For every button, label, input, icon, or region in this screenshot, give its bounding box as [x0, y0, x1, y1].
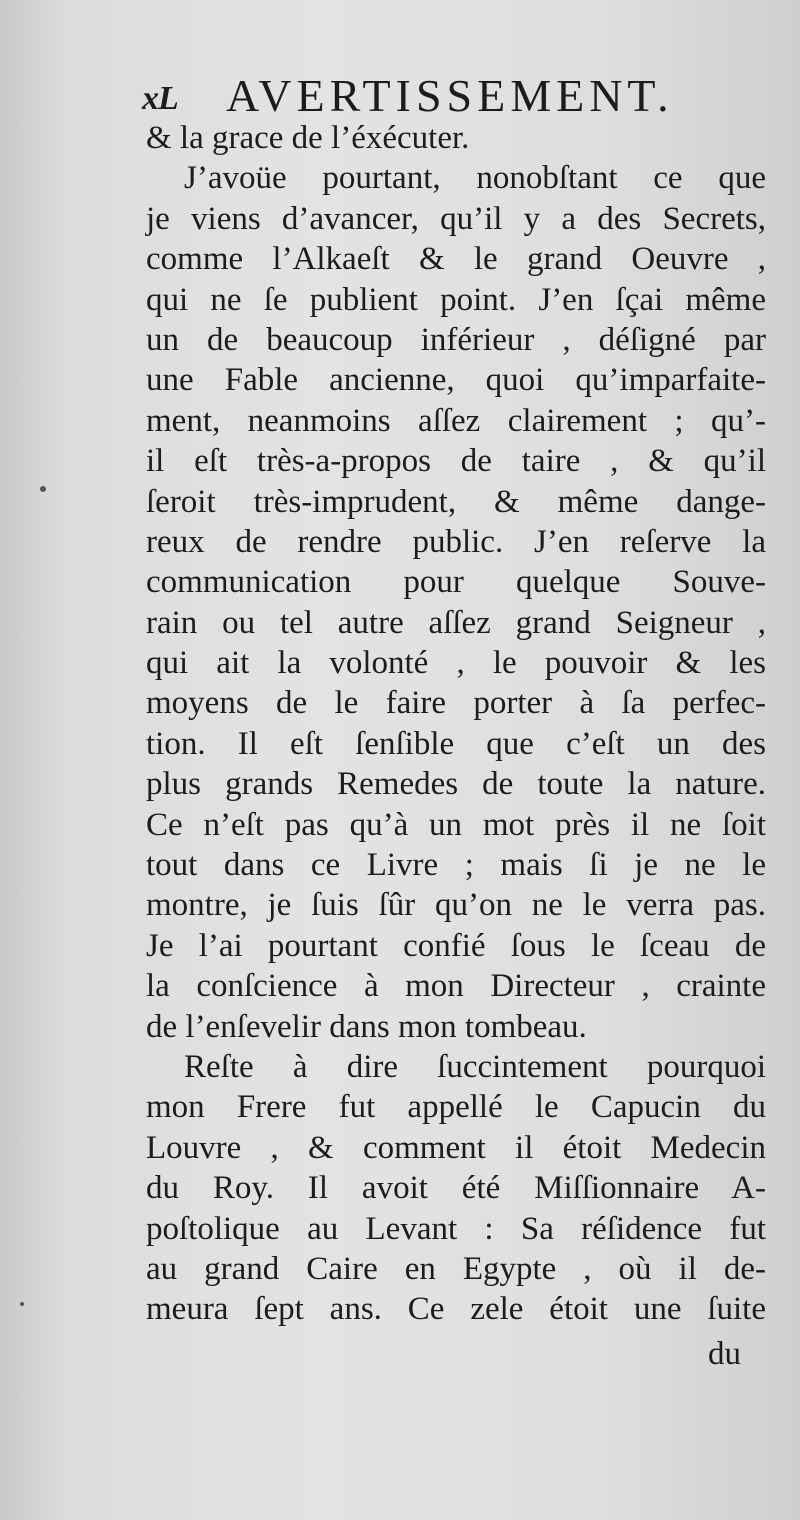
- text-line: poſtolique au Levant : Sa réſidence fut: [146, 1210, 766, 1247]
- text-line: ſeroit très-imprudent, & même dange-: [146, 483, 766, 520]
- text-line: mon Frere fut appellé le Capucin du: [146, 1089, 766, 1126]
- text-line: Louvre , & comment il étoit Medecin: [146, 1129, 766, 1166]
- text-line: meura ſept ans. Ce zele étoit une ſuite: [146, 1291, 766, 1328]
- text-line: reux de rendre public. J’en reſerve la: [146, 523, 766, 560]
- body-text: [146, 118, 766, 1330]
- text-line: du Roy. Il avoit été Miſſionnaire A-: [146, 1170, 766, 1207]
- text-line: je viens d’avancer, qu’il y a des Secrets,: [146, 200, 766, 237]
- page-number: xL: [142, 80, 178, 117]
- text-line: au grand Caire en Egypte , où il de-: [146, 1250, 766, 1287]
- text-line: qui ne ſe publient point. J’en ſçai même: [146, 281, 766, 318]
- text-line: communication pour quelque Souve-: [146, 564, 766, 601]
- text-line: ment, neanmoins aſſez clairement ; qu’-: [146, 402, 766, 439]
- catchword: du: [708, 1336, 741, 1372]
- text-line: Reſte à dire ſuccintement pourquoi: [184, 1048, 766, 1085]
- text-line: plus grands Remedes de toute la nature.: [146, 766, 766, 803]
- text-line: Je l’ai pourtant confié ſous le ſceau de: [146, 927, 766, 964]
- text-line: J’avoüe pourtant, nonobſtant ce que: [184, 160, 766, 197]
- ink-speck: [20, 1302, 24, 1306]
- text-line: qui ait la volonté , le pouvoir & les: [146, 645, 766, 682]
- text-line: un de beaucoup inférieur , déſigné par: [146, 321, 766, 358]
- text-line: rain ou tel autre aſſez grand Seigneur ,: [146, 604, 766, 641]
- running-title: AVERTISSEMENT.: [226, 70, 674, 121]
- text-line: tout dans ce Livre ; mais ſi je ne le: [146, 847, 766, 884]
- ink-speck: [40, 486, 46, 492]
- text-line: comme l’Alkaeſt & le grand Oeuvre ,: [146, 241, 766, 278]
- text-line: de l’enſevelir dans mon tombeau.: [146, 1008, 587, 1045]
- text-line: il eſt très-a-propos de taire , & qu’il: [146, 443, 766, 480]
- text-line: montre, je ſuis ſûr qu’on ne le verra pas.: [146, 887, 766, 924]
- text-line: la conſcience à mon Directeur , crainte: [146, 968, 766, 1005]
- text-line: moyens de le faire porter à ſa perfec-: [146, 685, 766, 722]
- text-line: Ce n’eſt pas qu’à un mot près il ne ſoit: [146, 806, 766, 843]
- text-line: & la grace de l’éxécuter.: [146, 120, 470, 156]
- text-line: tion. Il eſt ſenſible que c’eſt un des: [146, 725, 766, 762]
- text-line: une Fable ancienne, quoi qu’imparfaite-: [146, 362, 766, 399]
